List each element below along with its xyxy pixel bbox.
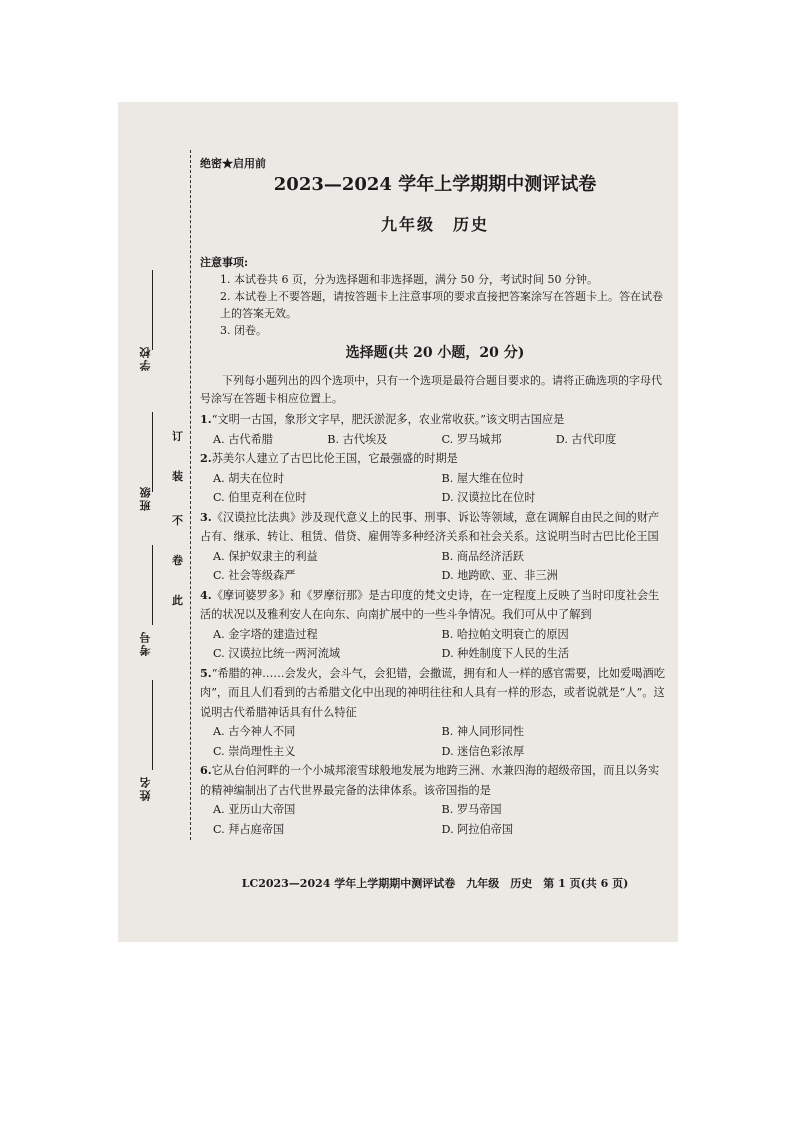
confidential-mark: 绝密★启用前 bbox=[200, 157, 266, 170]
question-number: 6. bbox=[200, 763, 212, 777]
option: B. 古代埃及 bbox=[327, 432, 388, 446]
name-line bbox=[152, 680, 153, 770]
question-number: 4. bbox=[200, 587, 212, 602]
option-group bbox=[200, 722, 670, 761]
question bbox=[200, 449, 670, 508]
option: A. 亚历山大帝国 bbox=[213, 803, 296, 816]
question-text: 《汉谟拉比法典》涉及现代意义上的民事、刑事、诉讼等领域，意在调解自由民之间的财产占有、继承、转让、租赁、借贷、雇佣等多种经济关系和社会关系。这说明当时古巴比伦王国 bbox=[200, 510, 660, 543]
option: B. 屋大维在位时 bbox=[441, 471, 524, 485]
option: D. 种姓制度下人民的生活 bbox=[441, 647, 570, 660]
school-line bbox=[152, 270, 153, 350]
notes-item: 3. 闭卷。 bbox=[220, 324, 267, 337]
question-text: 苏美尔人建立了古巴比伦王国，它最强盛的时期是 bbox=[211, 452, 458, 465]
section-title: 选择题(共 20 小题，20 分) bbox=[345, 345, 525, 361]
option: B. 神人同形同性 bbox=[441, 725, 524, 738]
question-stem bbox=[200, 410, 670, 430]
binding-margin bbox=[118, 150, 198, 840]
option: A. 胡夫在位时 bbox=[213, 471, 285, 485]
question-list bbox=[200, 410, 670, 839]
option-group bbox=[200, 547, 670, 586]
question-stem bbox=[200, 586, 670, 625]
question-stem bbox=[200, 761, 670, 800]
question-number: 1. bbox=[200, 412, 212, 426]
option: D. 古代印度 bbox=[555, 432, 617, 446]
question-number: 2. bbox=[200, 451, 212, 465]
option: C. 拜占庭帝国 bbox=[213, 822, 285, 836]
page-footer: LC2023—2024 学年上学期期中测评试卷 九年级 历史 第 1 页(共 6 页) bbox=[241, 877, 629, 890]
school-label: 学校 bbox=[139, 345, 152, 371]
question-text: “文明一古国，象形文字早，肥沃淤泥多，农业常收获。”该文明古国应是 bbox=[211, 413, 565, 426]
option: C. 汉谟拉比统一两河流域 bbox=[213, 647, 341, 660]
option: A. 古代希腊 bbox=[213, 432, 273, 446]
question bbox=[200, 586, 670, 664]
option: D. 阿拉伯帝国 bbox=[441, 822, 514, 836]
option: C. 罗马城邦 bbox=[441, 432, 502, 446]
question-number: 5. bbox=[200, 665, 212, 680]
question bbox=[200, 664, 670, 762]
option: B. 罗马帝国 bbox=[441, 803, 502, 816]
option-group bbox=[200, 430, 670, 450]
name-label: 姓名 bbox=[139, 775, 152, 801]
option: B. 商品经济活跃 bbox=[441, 549, 524, 563]
option: A. 保护奴隶主的利益 bbox=[213, 549, 318, 563]
cut-word: 卷 bbox=[172, 554, 183, 567]
question-stem bbox=[200, 449, 670, 469]
question-stem bbox=[200, 508, 670, 547]
option: D. 地跨欧、亚、非三洲 bbox=[441, 569, 558, 582]
option: C. 社会等级森严 bbox=[213, 569, 296, 582]
option: B. 哈拉帕文明衰亡的原因 bbox=[441, 627, 569, 641]
cut-word: 不 bbox=[172, 514, 183, 527]
option-group bbox=[200, 469, 670, 508]
class-label: 班级 bbox=[139, 485, 152, 511]
question-text: 《摩诃婆罗多》和《罗摩衍那》是古印度的梵文史诗，在一定程度上反映了当时印度社会生活的状况以及雅利安人在向东、向南扩展中的一些斗争情况。我们可从中了解到 bbox=[200, 588, 660, 621]
exam-title: 2023—2024 学年上学期期中测评试卷 bbox=[273, 174, 597, 195]
question bbox=[200, 761, 670, 839]
notes-item: 2. 本试卷上不要答题，请按答题卡上注意事项的要求直接把答案涂写在答题卡上。答在试卷上的答案无效。 bbox=[220, 290, 663, 320]
cut-word: 此 bbox=[172, 594, 183, 607]
question-stem bbox=[200, 664, 670, 723]
option: D. 迷信色彩浓厚 bbox=[441, 744, 525, 758]
exam-subtitle: 九年级 历史 bbox=[380, 215, 489, 234]
notes-heading: 注意事项: bbox=[200, 256, 249, 269]
notes-block bbox=[200, 254, 670, 339]
option-group bbox=[200, 625, 670, 664]
option: A. 金字塔的建造过程 bbox=[213, 627, 318, 641]
option: C. 伯里克利在位时 bbox=[213, 491, 307, 504]
class-line bbox=[152, 412, 153, 492]
option: A. 古今神人不同 bbox=[213, 725, 296, 738]
question bbox=[200, 508, 670, 586]
question bbox=[200, 410, 670, 449]
exam-no-label: 考号 bbox=[139, 630, 152, 656]
option-group bbox=[200, 800, 670, 839]
option: C. 崇尚理性主义 bbox=[213, 744, 296, 758]
question-text: “希腊的神……会发火，会斗气，会犯错，会撒谎，拥有和人一样的感官需要，比如爱喝酒吃肉”，而且人们看到的古希腊文化中出现的神明往往和人具有一样的形态，或者说就是“人”。这说明古代希腊神话具有什么特征 bbox=[200, 666, 665, 719]
cut-word: 装 bbox=[172, 470, 183, 483]
question-text: 它从台伯河畔的一个小城邦滚雪球般地发展为地跨三洲、水兼四海的超级帝国，而且以务实的精神编制出了古代世界最完备的法律体系。该帝国指的是 bbox=[200, 764, 660, 797]
question-number: 3. bbox=[200, 509, 212, 524]
notes-item: 1. 本试卷共 6 页，分为选择题和非选择题，满分 50 分，考试时间 50 分钟。 bbox=[220, 273, 598, 286]
binding-cut-line bbox=[190, 150, 191, 840]
section-instruction: 下列每小题列出的四个选项中，只有一个选项是最符合题目要求的。请将正确选项的字母代号涂写在答题卡相应位置上。 bbox=[200, 374, 662, 405]
option: D. 汉谟拉比在位时 bbox=[441, 491, 536, 504]
cut-word: 订 bbox=[172, 430, 183, 443]
exam-no-line bbox=[152, 545, 153, 625]
